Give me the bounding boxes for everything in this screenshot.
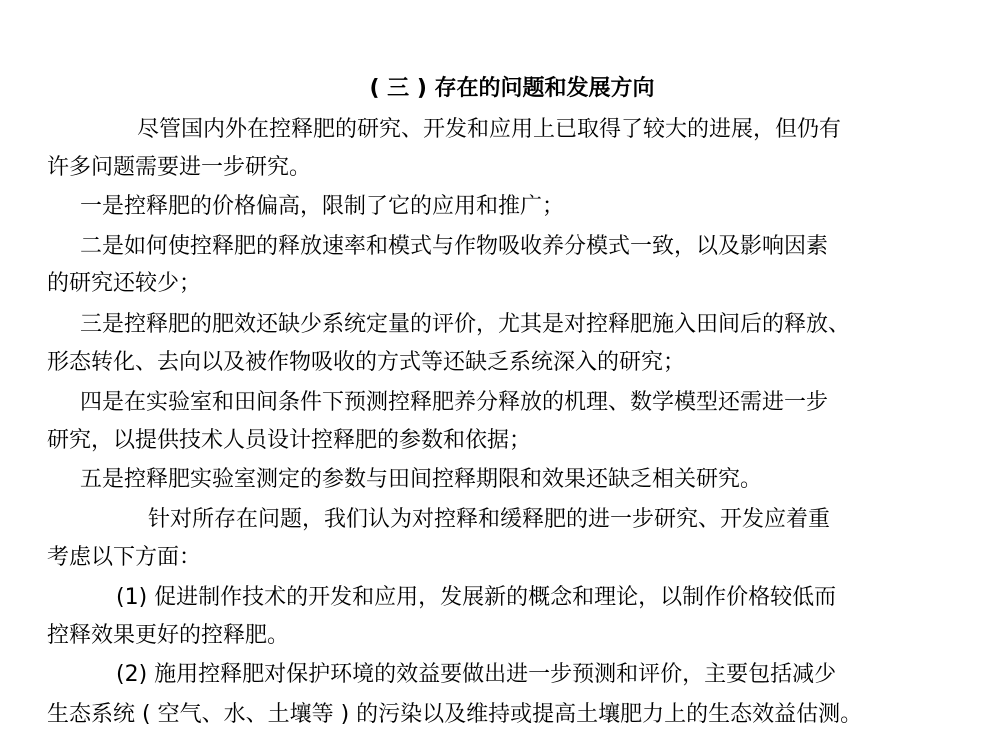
direction-intro-line-2: 考虑以下方面：: [47, 545, 202, 570]
problem-3-line-1: 三是控释肥的肥效还缺少系统定量的评价，尤其是对控释肥施入田间后的释放、: [80, 312, 851, 337]
direction-2-line-2: 生态系统 ( 空气、水、土壤等 ) 的污染以及维持或提高土壤肥力上的生态效益估测。: [47, 702, 863, 727]
direction-1-line-2: 控释效果更好的控释肥。: [47, 623, 290, 648]
direction-1-line-1: (1) 促进制作技术的开发和应用，发展新的概念和理论，以制作价格较低而: [116, 585, 837, 610]
problem-2-line-1: 二是如何使控释肥的释放速率和模式与作物吸收养分模式一致，以及影响因素: [80, 234, 829, 259]
problem-2-line-2: 的研究还较少；: [47, 271, 202, 296]
problem-3-line-2: 形态转化、去向以及被作物吸收的方式等还缺乏系统深入的研究；: [47, 350, 686, 375]
intro-line-1: 尽管国内外在控释肥的研究、开发和应用上已取得了较大的进展，但仍有: [137, 117, 842, 142]
direction-intro-line-1: 针对所存在问题，我们认为对控释和缓释肥的进一步研究、开发应着重: [148, 507, 831, 532]
problem-4-line-1: 四是在实验室和田间条件下预测控释肥养分释放的机理、数学模型还需进一步: [80, 390, 829, 415]
problem-5-line-1: 五是控释肥实验室测定的参数与田间控释期限和效果还缺乏相关研究。: [80, 467, 763, 492]
problem-4-line-2: 研究，以提供技术人员设计控释肥的参数和依据；: [47, 428, 532, 453]
intro-line-2: 许多问题需要进一步研究。: [47, 155, 312, 180]
direction-2-line-1: (2) 施用控释肥对保护环境的效益要做出进一步预测和评价，主要包括减少: [116, 662, 837, 687]
problem-1-line-1: 一是控释肥的价格偏高，限制了它的应用和推广；: [80, 194, 565, 219]
section-title: ( 三 ) 存在的问题和发展方向: [369, 76, 655, 101]
